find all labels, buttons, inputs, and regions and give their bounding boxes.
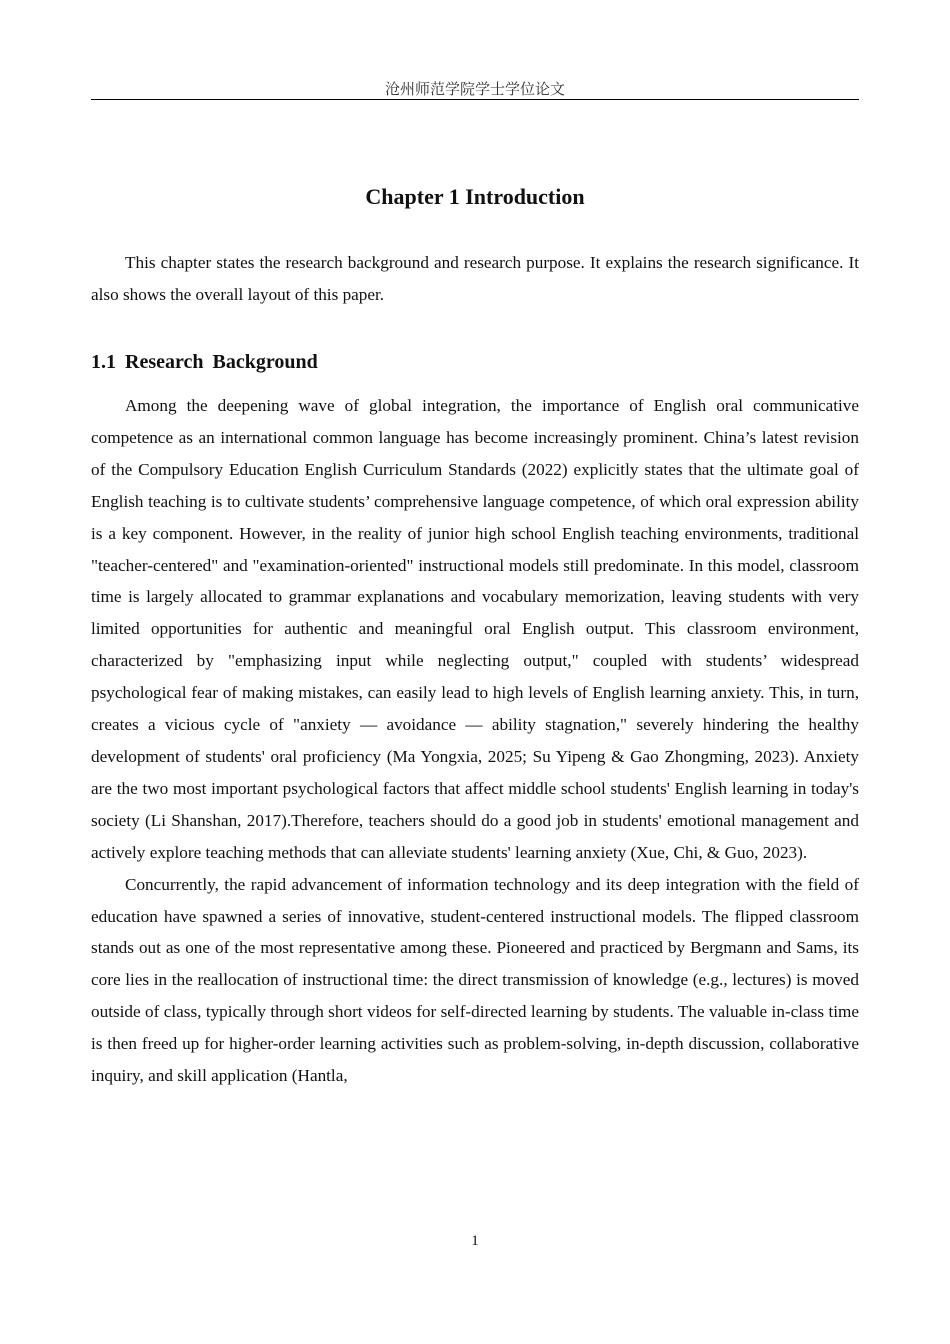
section-heading: 1.1 Research Background: [91, 351, 318, 373]
chapter-title: Chapter 1 Introduction: [365, 184, 585, 209]
body-paragraph: Concurrently, the rapid advancement of information technology and its deep integration with the field of education have spawned a series of innovative, student-centered instructional models. The flipped classroom stands out as one of the most representative among these. Pioneered and practiced by Bergmann and Sams, its core lies in the reallocation of instructional time: the direct transmission of knowledge (e.g., lectures) is moved outside of class, typically through short videos for self-directed learning by students. The valuable in-class time is then freed up for higher-order learning activities such as problem-solving, in-depth discussion, collaborative inquiry, and skill application (Hantla,: [91, 874, 859, 1086]
header-rule: [91, 99, 859, 100]
body-paragraph: Among the deepening wave of global integration, the importance of English oral communicative competence as an international common language has become increasingly prominent. China’s latest revision of the Compulsory Education English Curriculum Standards (2022) explicitly states that the ultimate goal of English teaching is to cultivate students’ comprehensive language competence, of which oral expression ability is a key component. However, in the reality of junior high school English teaching environments, traditional "teacher-centered" and "examination-oriented" instructional models still predominate. In this model, classroom time is largely allocated to grammar explanations and vocabulary memorization, leaving students with very limited opportunities for authentic and meaningful oral English output. This classroom environment, characterized by "emphasizing input while neglecting output," coupled with students’ widespread psychological fear of making mistakes, can easily lead to high levels of English learning anxiety. This, in turn, creates a vicious cycle of "anxiety — avoidance — ability stagnation," severely hindering the healthy development of students' oral proficiency (Ma Yongxia, 2025; Su Yipeng & Gao Zhongming, 2023). Anxiety are the two most important psychological factors that affect middle school students' English learning in today's society (Li Shanshan, 2017).Therefore, teachers should do a good job in students' emotional management and actively explore teaching methods that can alleviate students' learning anxiety (Xue, Chi, & Guo, 2023).: [91, 396, 859, 862]
page-number: 1: [471, 1233, 479, 1249]
section-body: [91, 390, 859, 1092]
chapter-intro-paragraph: This chapter states the research background and research purpose. It explains the research significance. It also shows the overall layout of this paper.: [91, 253, 859, 304]
running-header: 沧州师范学院学士学位论文: [384, 80, 565, 98]
chapter-intro-block: [91, 247, 859, 311]
